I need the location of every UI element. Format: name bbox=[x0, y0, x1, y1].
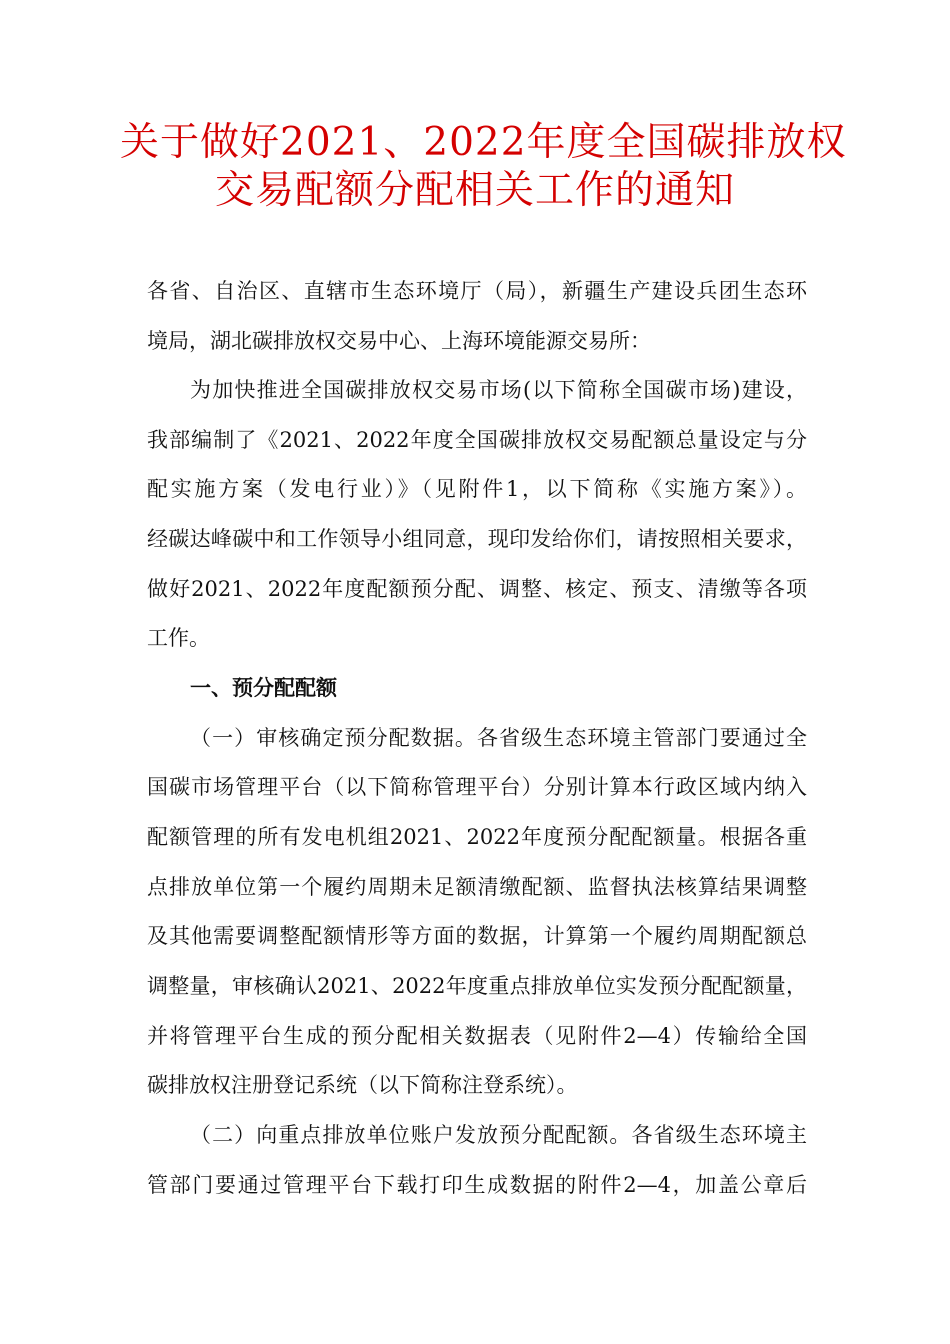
item-1-line: 点排放单位第一个履约周期未足额清缴配额、监督执法核算结果调整 bbox=[147, 875, 807, 899]
item-1-line: 并将管理平台生成的预分配相关数据表（见附件2—4）传输给全国 bbox=[147, 1024, 807, 1048]
document-title-line-1: 关于做好2021、2022年度全国碳排放权 bbox=[120, 120, 847, 165]
intro-paragraph-line: 我部编制了《2021、2022年度全国碳排放权交易配额总量设定与分 bbox=[147, 428, 807, 452]
item-1-line: 碳排放权注册登记系统（以下简称注登系统）。 bbox=[147, 1073, 578, 1097]
item-1-line: （一）审核确定预分配数据。各省级生态环境主管部门要通过全 bbox=[190, 726, 807, 750]
item-2-line: 管部门要通过管理平台下载打印生成数据的附件2—4，加盖公章后 bbox=[147, 1173, 807, 1197]
salutation-line: 各省、自治区、直辖市生态环境厅（局），新疆生产建设兵团生态环 bbox=[147, 279, 807, 303]
intro-paragraph-line: 经碳达峰碳中和工作领导小组同意，现印发给你们，请按照相关要求， bbox=[147, 527, 807, 551]
salutation-line: 境局，湖北碳排放权交易中心、上海环境能源交易所： bbox=[147, 329, 651, 353]
item-1-line: 及其他需要调整配额情形等方面的数据，计算第一个履约周期配额总 bbox=[147, 924, 807, 948]
document-title-line-2: 交易配额分配相关工作的通知 bbox=[214, 168, 735, 213]
item-2-line: （二）向重点排放单位账户发放预分配配额。各省级生态环境主 bbox=[190, 1123, 807, 1147]
section-heading: 一、预分配配额 bbox=[190, 676, 337, 700]
item-1-line: 调整量，审核确认2021、2022年度重点排放单位实发预分配配额量， bbox=[147, 974, 807, 998]
intro-paragraph-line: 工作。 bbox=[147, 626, 210, 650]
item-1-line: 国碳市场管理平台（以下简称管理平台）分别计算本行政区域内纳入 bbox=[147, 775, 807, 799]
intro-paragraph-line: 做好2021、2022年度配额预分配、调整、核定、预支、清缴等各项 bbox=[147, 577, 807, 601]
item-1-line: 配额管理的所有发电机组2021、2022年度预分配配额量。根据各重 bbox=[147, 825, 807, 849]
intro-paragraph-line: 为加快推进全国碳排放权交易市场(以下简称全国碳市场)建设， bbox=[190, 378, 807, 402]
intro-paragraph-line: 配实施方案（发电行业）》（见附件1，以下简称《实施方案》）。 bbox=[147, 477, 807, 501]
